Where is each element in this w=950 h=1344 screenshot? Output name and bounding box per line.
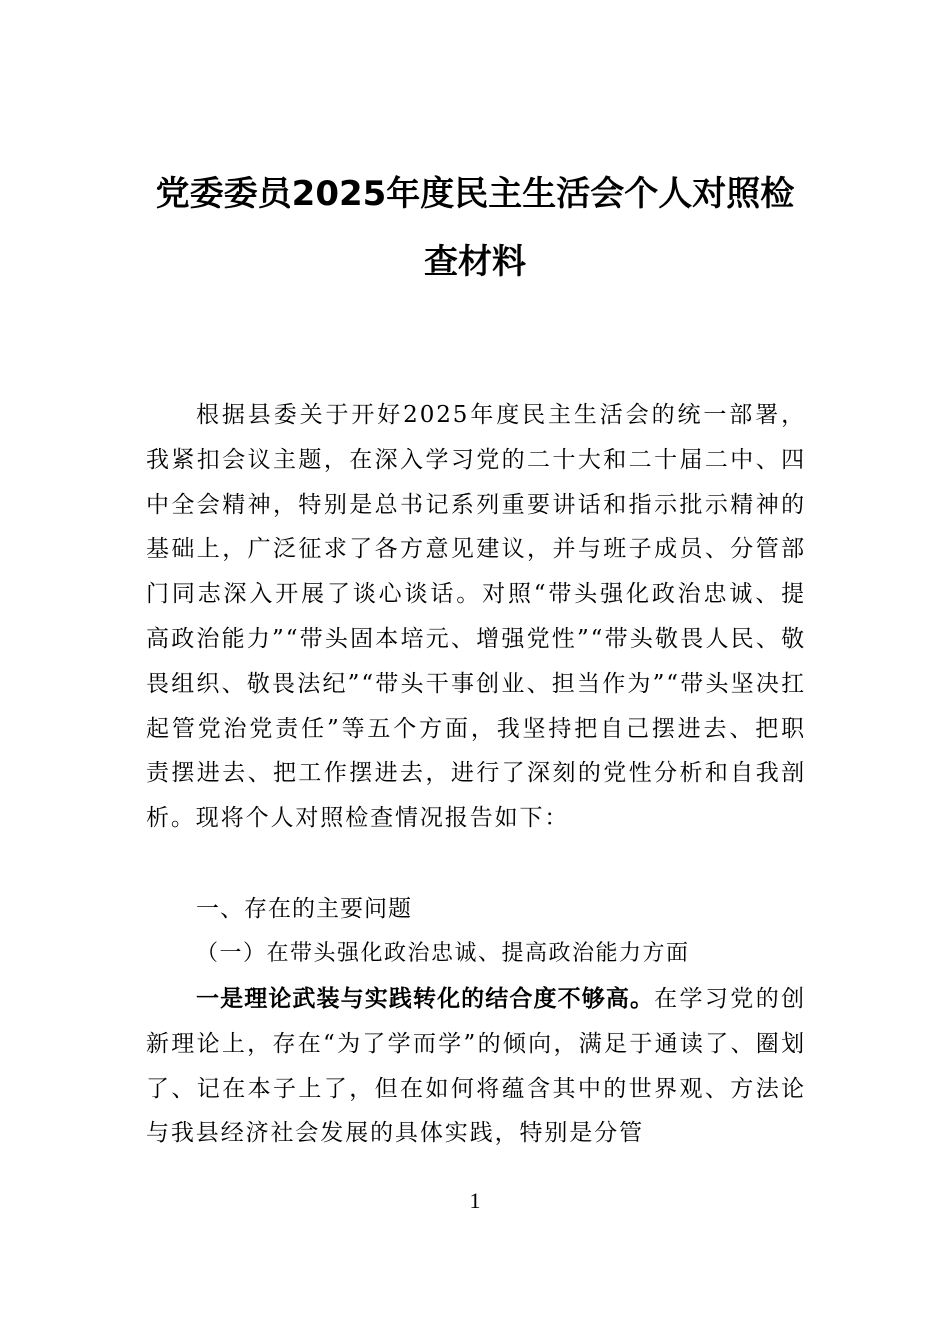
subsection-heading: （一）在带头强化政治忠诚、提高政治能力方面: [196, 941, 690, 966]
point-one-paragraph: [146, 977, 806, 1156]
point-one-text: 在学习党的创新理论上，存在“为了学而学”的倾向，满足于通读了、圈划了、记在本子上了，但在如何将蕴含其中的世界观、方法论与我县经济社会发展的具体实践，特别是分管: [146, 986, 807, 1147]
document-title: [130, 160, 820, 296]
title-line-1: 党委委员2025年度民主生活会个人对照检: [155, 174, 795, 214]
intro-paragraph: 根据县委关于开好2025年度民主生活会的统一部署，我紧扣会议主题，在深入学习党的二十大和二十届二中、四中全会精神，特别是总书记系列重要讲话和指示批示精神的基础上，广泛征求了各方意见建议，并与班子成员、分管部门同志深入开展了谈心谈话。对照“带头强化政治忠诚、提高政治能力”“带头固本培元、增强党性”“带头敬畏人民、敬畏组织、敬畏法纪”“带头干事创业、担当作为”“带头坚决扛起管党治党责任”等五个方面，我坚持把自己摆进去、把职责摆进去、把工作摆进去，进行了深刻的党性分析和自我剖析。现将个人对照检查情况报告如下：: [146, 402, 806, 832]
title-line-2: 查材料: [424, 242, 526, 282]
section-heading: 一、存在的主要问题: [196, 896, 412, 922]
point-one-lead: 一是理论武装与实践转化的结合度不够高。: [196, 986, 655, 1012]
page-number: 1: [469, 1188, 481, 1213]
